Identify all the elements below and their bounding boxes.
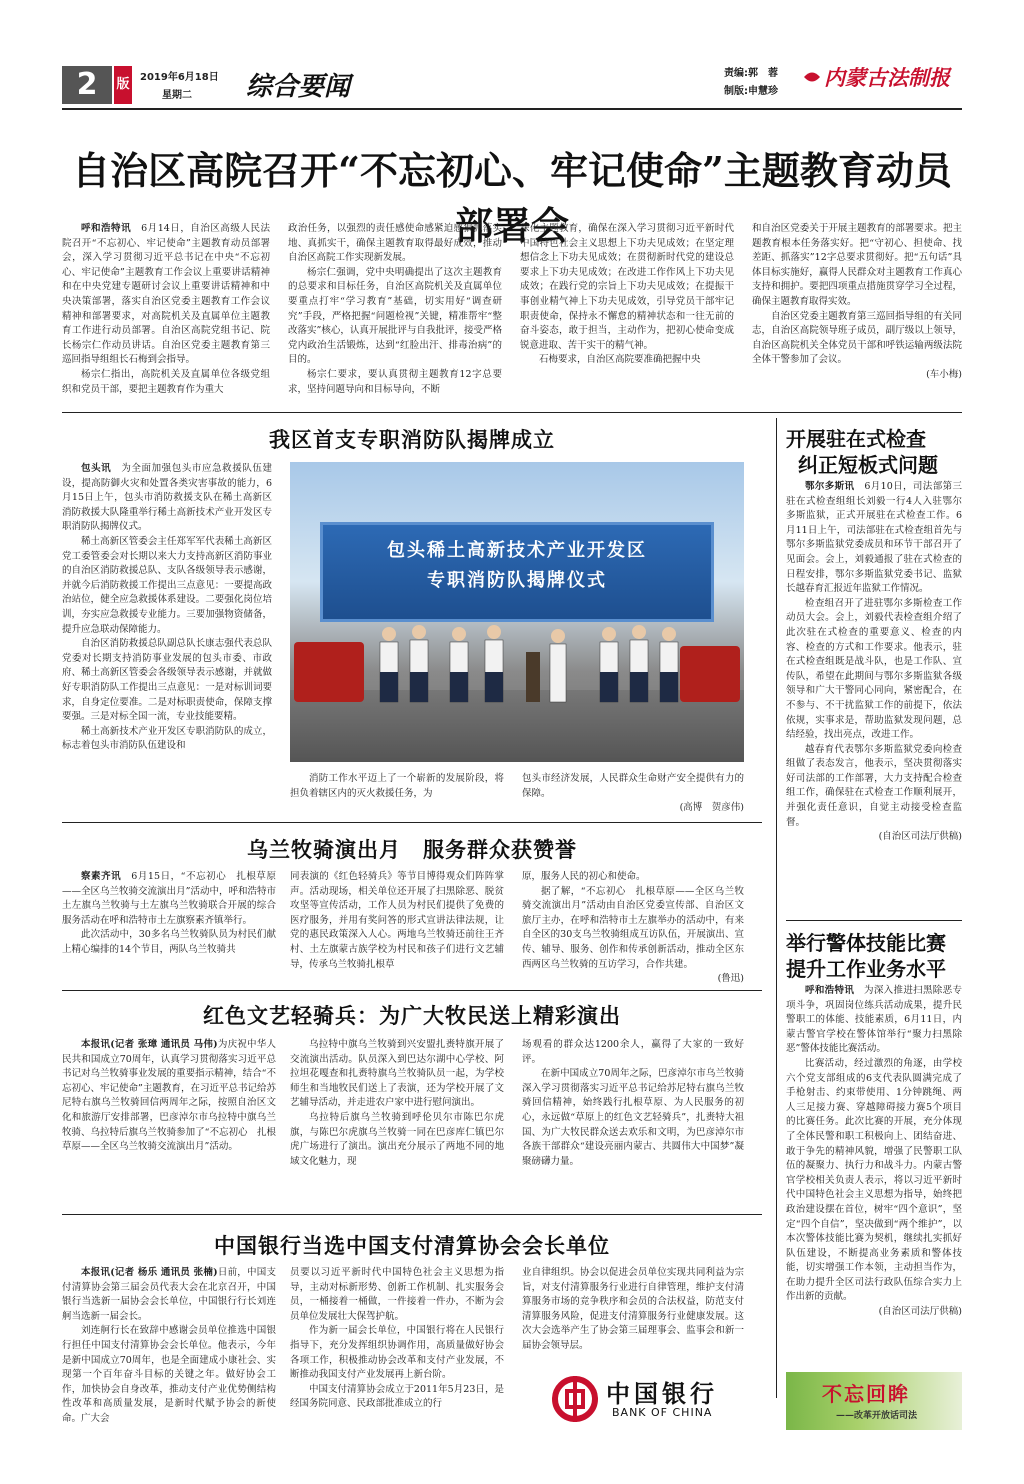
article2-para5: 消防工作水平迈上了一个崭新的发展阶段，将担负着辖区内的灭火救援任务，为 xyxy=(290,773,504,799)
article5-title: 中国银行当选中国支付清算协会会长单位 xyxy=(214,1234,610,1258)
article4-para3: 乌拉特后旗乌兰牧骑到呼伦贝尔市陈巴尔虎旗，与陈巴尔虎旗乌兰牧骑一同在巴彦库仁镇巴尔虎广场进行了演出。演出充分展示了两地不同的地域文化魅力，现 xyxy=(290,1111,504,1167)
reform-banner-ad xyxy=(786,1372,962,1430)
sidebar2-para2: 比赛活动，经过激烈的角逐，由学校六个党支部组成的6支代表队圆满完成了手枪射击、约束带使用、1分钟跳绳、两人三足接力赛、穿越障碍接力赛5个项目的比赛任务。此次比赛的开展，充分体现了全体民警和职工积极向上、团结奋进、敢于争先的精神风貌，增强了民警职工队伍的凝聚力、执行力和战斗力。内蒙古警官学校相关负责人表示，将以习近平新时代中国特色社会主义思想为指导，始终把政治建设摆在首位，树牢“四个意识”，坚定“四个自信”，坚决做到“两个维护”，以本次警体技能比赛为契机，继续扎实抓好队伍建设，不断提高业务素质和警体技能，切实增强工作本领，主动担当作为，在助力提升全区司法行政队伍综合实力上作出新的贡献。 xyxy=(786,1057,962,1303)
article4-col1 xyxy=(62,1038,276,1155)
bank-of-china-logo xyxy=(552,1374,742,1426)
sidebar2-title xyxy=(786,930,962,982)
article3-para1: 6月15日，“不忘初心 扎根草原——全区乌兰牧骑交流演出月”活动中，呼和浩特市土左旗乌兰牧骑与土左旗乌兰牧骑联合开展的综合服务活动在呼和浩特市土左旗察素齐镇举行。 xyxy=(62,871,276,926)
article3-title: 乌兰牧骑演出月 服务群众获赞誉 xyxy=(247,838,577,862)
page-number-box xyxy=(62,66,112,104)
sidebar1-bottom-rule xyxy=(786,920,962,921)
masthead xyxy=(62,62,962,106)
section-title: 综合要闻 xyxy=(246,72,351,102)
sidebar2-title-line2: 提升工作业务水平 xyxy=(786,957,946,981)
article4-col2 xyxy=(290,1038,504,1169)
article5-col3 xyxy=(522,1266,744,1354)
article1-lead: 呼和浩特讯 xyxy=(81,223,132,234)
article1-para4: 杨宗仁强调，党中央明确提出了这次主题教育的总要求和目标任务，自治区高院机关及直属单位要重点打牢“学习教育”基础，切实用好“调查研究”手段，严格把握“问题检视”关键，精准帮牢“整改落实”核心，认真开展批评与自我批评，接受严格党内政治生活锻炼，达到“红脸出汗、排毒治病”的目的。 xyxy=(288,266,502,366)
article3-col2 xyxy=(290,870,504,972)
article1-para7: 石梅要求，自治区高院要准确把握中央 xyxy=(539,354,701,366)
sidebar-divider xyxy=(776,418,777,1398)
article1-para6: 深化主题教育，确保在深入学习贯彻习近平新时代中国特色社会主义思想上下功夫见成效；在坚定理想信念上下功夫见成效；在贯彻新时代党的建设总要求上下功夫见成效；在改进工作作风上下功夫见成效；在践行党的宗旨上下功夫见成效；在提振干事创业精气神上下功夫见成效，引导党员干部牢记职责使命，保持永不懈怠的精神状态和一往无前的奋斗姿态，敢于担当，主动作为，把初心使命变成锐意进取、苦干实干的精气神。 xyxy=(520,223,734,351)
photo-banner-line2: 专职消防队揭牌仪式 xyxy=(427,570,607,591)
article5-para5: 中国支付清算协会成立于2011年5月23日，是经国务院同意、民政部批准成立的行 xyxy=(290,1383,504,1410)
sidebar1-title-line1: 开展驻在式检查 xyxy=(786,427,926,451)
article4-col3 xyxy=(522,1038,744,1169)
article4-para5: 在新中国成立70周年之际，巴彦淖尔市乌兰牧骑深入学习贯彻落实习近平总书记给苏尼特右旗乌兰牧骑回信精神，始终践行扎根草原、为人民服务的初心，永远做“草原上的红色文艺轻骑兵”，扎赉特大祖国、为广大牧民群众送去欢乐和文明，为巴彦淖尔市各族干部群众“建设亮丽内蒙古、共圆伟大中国梦”凝聚磅礴力量。 xyxy=(522,1068,744,1167)
article3-lead: 察素齐讯 xyxy=(81,871,122,882)
reform-banner-sub: ——改革开放话司法 xyxy=(836,1411,918,1421)
sidebar1-signature: (自治区司法厅供稿) xyxy=(878,831,962,843)
page-number: 2 xyxy=(76,67,98,102)
article3-col3 xyxy=(522,870,744,987)
issue-date: 2019年6月18日 xyxy=(140,72,219,83)
main-headline: 自治区高院召开“不忘初心、牢记使命”主题教育动员部署会 xyxy=(72,148,952,248)
article4-para2: 乌拉特中旗乌兰牧骑到兴安盟扎赉特旗开展了交流演出活动。队员深入到巴达尔湖中心学校、阿拉坦花嘎查和扎赉特旗乌兰牧骑队员一起，为学校师生和当地牧民们送上了表演，还为学校开展了文艺辅导活动，并走进农户家中进行慰问演出。 xyxy=(290,1039,504,1109)
sidebar2-signature: (自治区司法厅供稿) xyxy=(878,1306,962,1318)
article1-para9: 自治区党委主题教育第三巡回指导组的有关同志，自治区高院领导班子成员，副厅级以上领导，自治区高院机关全体党员干部和呼铁运输两级法院全体干警参加了会议。 xyxy=(752,310,962,366)
bank-logo-chinese: 中国银行 xyxy=(606,1379,718,1408)
sidebar1-para1: 6月10日，司法部第三驻在式检查组组长刘毅一行4人入驻鄂尔多斯监狱，正式开展驻在式检查工作。6月11日上午，司法部驻在式检查组首先与鄂尔多斯监狱党委成员和环节干部召开了见面会。会上，刘毅通报了驻在式检查的日程安排，鄂尔多斯监狱党委书记、监狱长越春育汇报近年监狱工作情况。 xyxy=(786,481,962,595)
article3-para4: 原，服务人民的初心和使命。 xyxy=(522,871,646,882)
article5-para6: 业自律组织。协会以促进会员单位实现共同利益为宗旨，对支付清算服务行业进行自律管理，维护支付清算服务市场的竞争秩序和会员的合法权益，防范支付清算服务风险，促进支付清算服务行业健康发展。这次大会选举产生了协会第三届理事会、监事会和新一届协会领导层。 xyxy=(522,1267,744,1351)
article1-col1 xyxy=(62,222,270,397)
article1-signature: (车小梅) xyxy=(926,368,962,380)
article3-para5: 据了解，“不忘初心 扎根草原——全区乌兰牧骑交流演出月”活动由自治区党委宣传部、自治区文旅厅主办，在呼和浩特市土左旗举办的活动中，有来自全区的30支乌兰牧骑组成互访队伍，开展演出、宣传、辅导、服务、创作和传承创新活动，推动全区东西两区乌兰牧骑的互访学习，合作共建。 xyxy=(522,885,744,970)
article4-lead: 本报讯(记者 张璋 通讯员 马伟) xyxy=(81,1039,218,1050)
paper-name: 内蒙古法制报 xyxy=(824,65,950,90)
article3-para3: 同表演的《红色轻骑兵》等节目博得观众们阵阵掌声。活动现场，相关单位还开展了扫黑除恶、脱贫攻坚等宣传活动，工作人员为村民们提供了免费的医疗服务，并用有奖问答的形式宣讲法律法规，让党的惠民政策深入人心。两地乌兰牧骑还前往王齐村、土左旗蒙古族学校为村民和孩子们进行文艺辅导，传承乌兰牧骑扎根草 xyxy=(290,871,504,970)
article1-para1: 6月14日，自治区高级人民法院召开“不忘初心、牢记使命”主题教育动员部署会，深入学习贯彻习近平总书记在中央“不忘初心、牢记使命”主题教育工作会议上重要讲话精神和在中央党建专题研讨会议上重要讲话精神和中央决策部署，落实自治区党委主题教育工作会议精神和部署要求，对高院机关及直属单位主题教育工作进行动员部署。自治区高院党组书记、院长杨宗仁作动员讲话。自治区党委主题教育第三巡回指导组组长石梅到会指导。 xyxy=(62,223,270,366)
article5-col2 xyxy=(290,1266,504,1412)
photo-crowd-figures xyxy=(290,612,744,712)
article2-col3 xyxy=(522,772,744,816)
sidebar1-title xyxy=(786,426,962,478)
article2-para2: 稀土高新区管委会主任郑军军代表稀土高新区党工委管委会对长期以来大力支持高新区消防事业的自治区消防救援总队、支队各级领导表示感谢，并就今后消防救援工作提出三点意见：一要提高政治站位，健全应急救援体系建设。二要强化岗位培训，夯实应急救援专业能力。三要加强物资储备，提升应急联动保障能力。 xyxy=(62,535,272,635)
article4-para1: 为庆祝中华人民共和国成立70周年，认真学习贯彻落实习近平总书记对乌兰牧骑事业发展的重要指示精神，结合“不忘初心、牢记使命”主题教育，在习近平总书记给苏尼特右旗乌兰牧骑回信两周年之际，按照自治区文化和旅游厅安排部署，巴彦淖尔市乌拉特中旗乌兰牧骑、乌拉特后旗乌兰牧骑参加了“不忘初心 扎根草原——全区乌兰牧骑交流演出月”活动。 xyxy=(62,1039,276,1153)
article5-col1 xyxy=(62,1266,276,1427)
article2-para3: 自治区消防救援总队副总队长康志强代表总队党委对长期支持消防事业发展的包头市委、市政府、稀土高新区管委会各级领导表示感谢，并就做好专职消防队工作提出三点意见：一是对标训词要求，自身定位要准。二是对标职责使命，保障支撑要强。三是对标全国一流，专业技能要精。 xyxy=(62,638,272,723)
article1-para2: 杨宗仁指出，高院机关及直属单位各级党组织和党员干部，要把主题教育作为重大 xyxy=(62,368,270,395)
sidebar2-lead: 呼和浩特讯 xyxy=(805,985,855,996)
article1-col2 xyxy=(288,222,502,397)
article1-para3: 政治任务，以强烈的责任感使命感紧迫感狠抓落实地、真抓实干，确保主题教育取得最好成效，推动自治区高院工作实现新发展。 xyxy=(288,223,502,264)
article5-para4: 作为新一届会长单位，中国银行将在人民银行指导下，充分发挥组织协调作用，高质量做好协会各项工作，积极推动协会改革和支付产业发展，不断推动我国支付产业发展再上新台阶。 xyxy=(290,1325,504,1381)
article5-lead: 本报讯(记者 杨乐 通讯员 张楠) xyxy=(81,1267,218,1278)
article1-bottom-rule xyxy=(62,412,962,413)
article2-title: 我区首支专职消防队揭牌成立 xyxy=(269,428,555,452)
paper-logo-icon xyxy=(802,68,822,86)
article4-bottom-rule xyxy=(62,1214,762,1215)
article3-col1 xyxy=(62,870,276,958)
bank-logo-english: BANK OF CHINA xyxy=(612,1406,713,1419)
article2-para1: 为全面加强包头市应急救援队伍建设，提高防御火灾和处置各类灾害事故的能力，6月15日上午，包头市消防救援支队在稀土高新区消防救援大队隆重举行稀土高新技术产业开发区专职消防队揭牌仪式。 xyxy=(62,463,272,533)
article2-para6: 包头市经济发展，人民群众生命财产安全提供有力的保障。 xyxy=(522,773,744,799)
article5-para2: 刘连舸行长在致辞中感谢会员单位推选中国银行担任中国支付清算协会会长单位。他表示，今年是新中国成立70周年，也是全面建成小康社会、实现第一个百年奋斗目标的关键之年。做好协会工作，加快协会自身改革，推动支付产业优势侧结构性改革和高质量发展，是新时代赋予协会的新使命。广大会 xyxy=(62,1325,276,1424)
masthead-rule xyxy=(62,108,962,110)
bank-of-china-emblem-icon xyxy=(552,1376,598,1422)
article2-lead: 包头讯 xyxy=(81,463,112,474)
article2-signature: (高博 贺彦伟) xyxy=(679,802,744,814)
article5-para3: 员要以习近平新时代中国特色社会主义思想为指导，主动对标新形势、创新工作机制、扎实服务会员，一桶接着一桶做，一件接着一件办，不断为会员单位发展壮大保驾护航。 xyxy=(290,1267,504,1322)
article4-para4: 场观看的群众达1200余人，赢得了大家的一致好评。 xyxy=(522,1039,744,1065)
ceremony-photo xyxy=(290,462,744,762)
article4-title: 红色文艺轻骑兵：为广大牧民送上精彩演出 xyxy=(203,1004,621,1028)
producer-credit: 制版:申慧珍 xyxy=(724,86,778,97)
sidebar1-para2: 检查组召开了进驻鄂尔多斯检查工作动员大会。会上，刘毅代表检查组介绍了此次驻在式检查的重要意义、检查的内容、检查的方式和工作要求。他表示，驻在式检查组既是战斗队，也是工作队、宣传队，希望在此期间与鄂尔多斯监狱各级领导和广大干警同心同向，紧密配合，在不参与、不干扰监狱工作的前提下，依法依规，实事求是，帮助监狱发现问题，总结经验，找出亮点，改进工作。 xyxy=(786,597,962,741)
sidebar1-lead: 鄂尔多斯讯 xyxy=(805,481,855,492)
issue-weekday: 星期二 xyxy=(162,90,192,101)
sidebar1-title-line2: 纠正短板式问题 xyxy=(798,453,938,477)
sidebar2-body xyxy=(786,984,962,1320)
sidebar1-para3: 越春育代表鄂尔多斯监狱党委向检查组做了表态发言，他表示，坚决贯彻落实好司法部的工作部署，大力支持配合检查组工作，确保驻在式检查工作顺利展开，并强化责任意识，自觉主动接受检查监督。 xyxy=(786,743,962,828)
article2-para4: 稀土高新技术产业开发区专职消防队的成立，标志着包头市消防队伍建设和 xyxy=(62,725,272,752)
sidebar2-title-line1: 举行警体技能比赛 xyxy=(786,931,946,955)
article1-para5: 杨宗仁要求，要认真贯彻主题教育12字总要求，坚持问题导向和目标导向，不断 xyxy=(288,368,502,395)
photo-banner-line1: 包头稀土高新技术产业开发区 xyxy=(387,540,647,561)
article1-col4 xyxy=(752,222,962,383)
sidebar1-body xyxy=(786,480,962,845)
sidebar2-para1: 为深入推进扫黑除恶专项斗争，巩固岗位练兵活动成果，提升民警职工的体能、技能素质，6月11日，内蒙古警官学校在警体馆举行“聚力扫黑除恶”警体技能比赛活动。 xyxy=(786,985,962,1055)
article2-bottom-rule xyxy=(62,822,762,823)
article1-col3 xyxy=(520,222,734,368)
article2-col1 xyxy=(62,462,272,754)
article5-para1: 日前，中国支付清算协会第三届会员代表大会在北京召开，中国银行当选新一届协会会长单位，中国银行行长刘连舸当选新一届会长。 xyxy=(62,1267,276,1322)
article3-signature: (鲁迅) xyxy=(717,973,744,985)
article1-para8: 和自治区党委关于开展主题教育的部署要求。把主题教育根本任务落实好。把“守初心、担使命、找差距、抓落实”12字总要求贯彻好。把“五句话”具体目标实施好，赢得人民群众对主题教育工作真心支持和拥护。要把四项重点措施贯穿学习全过程，确保主题教育取得实效。 xyxy=(752,223,962,307)
reform-banner-main: 不忘回眸 xyxy=(822,1382,910,1406)
page-label: 版 xyxy=(114,66,132,104)
article2-col2 xyxy=(290,772,504,801)
article3-para2: 此次活动中，30多名乌兰牧骑队员为村民们献上精心编排的14个节目，两队乌兰牧骑共 xyxy=(62,929,276,955)
article3-bottom-rule xyxy=(62,990,762,991)
editor-credit: 责编:郭 蓉 xyxy=(724,68,778,79)
